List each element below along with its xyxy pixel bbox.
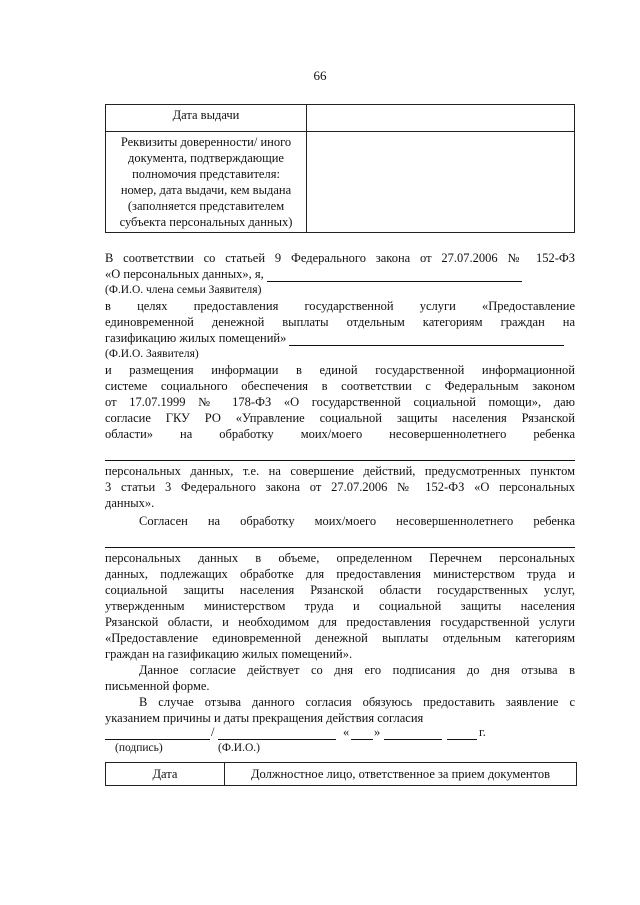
consent-line: системе социального обеспечения в соответствии с Федеральным законом bbox=[105, 379, 575, 393]
day-field[interactable] bbox=[351, 725, 373, 740]
year-suffix: г. bbox=[479, 725, 486, 739]
consent-line: Рязанской области, и необходимом для предоставления государственной услуги bbox=[105, 615, 575, 629]
family-member-name-field[interactable] bbox=[267, 267, 522, 282]
consent-text bbox=[105, 250, 575, 726]
consent-line: и размещения информации в единой государственной информационной bbox=[105, 363, 575, 377]
acceptance-date-label: Дата bbox=[106, 763, 225, 786]
consent-line: социальной защиты населения Рязанской области государственных услуг, bbox=[105, 583, 575, 597]
acceptance-row bbox=[106, 763, 577, 786]
poa-label-line: номер, дата выдачи, кем выдана bbox=[120, 183, 292, 197]
close-quote: » bbox=[374, 725, 381, 739]
family-member-caption: (Ф.И.О. члена семьи Заявителя) bbox=[105, 284, 262, 296]
consent-line: В соответствии со статьей 9 Федерального закона от 27.07.2006 № 152-ФЗ bbox=[105, 251, 575, 265]
month-field[interactable] bbox=[384, 725, 442, 740]
poa-label-line: субъекта персональных данных) bbox=[119, 215, 293, 229]
consent-line: персональных данных, т.е. на совершение действий, предусмотренных пунктом bbox=[105, 464, 575, 478]
consent-line-text: газификацию жилых помещений» bbox=[105, 331, 287, 345]
representative-table bbox=[105, 104, 575, 233]
consent-line: письменной форме. bbox=[105, 679, 210, 693]
full-name-field[interactable] bbox=[218, 725, 336, 740]
power-of-attorney-row bbox=[106, 132, 575, 233]
child-name-field-2[interactable] bbox=[105, 529, 575, 548]
acceptance-officer-label: Должностное лицо, ответственное за прием документов bbox=[225, 763, 577, 786]
poa-label-line: документа, подтверждающие bbox=[128, 151, 284, 165]
consent-line: от 17.07.1999 № 178-ФЗ «О государственной социальной помощи», даю bbox=[105, 395, 575, 409]
consent-line: указанием причины и даты прекращения действия согласия bbox=[105, 711, 424, 725]
consent-line: единовременной денежной выплаты отдельным категориям граждан на bbox=[105, 315, 575, 329]
applicant-name-field[interactable] bbox=[289, 331, 564, 346]
consent-line: согласие ГКУ РО «Управление социальной защиты населения Рязанской bbox=[105, 411, 575, 425]
poa-label-line: Реквизиты доверенности/ иного bbox=[120, 135, 292, 149]
poa-label-line: полномочия представителя: bbox=[132, 167, 280, 181]
slash-separator: / bbox=[211, 725, 215, 739]
consent-line-text: «О персональных данных», я, bbox=[105, 267, 264, 281]
applicant-caption: (Ф.И.О. Заявителя) bbox=[105, 348, 199, 360]
issue-date-row bbox=[106, 105, 575, 132]
issue-date-label: Дата выдачи bbox=[106, 105, 307, 132]
consent-line: Согласен на обработку моих/моего несовершеннолетнего ребенка bbox=[139, 514, 575, 528]
signature-captions bbox=[105, 740, 575, 756]
consent-line-with-blank bbox=[105, 330, 575, 346]
child-name-field[interactable] bbox=[105, 442, 575, 461]
consent-line: Данное согласие действует со дня его подписания до дня отзыва в bbox=[139, 663, 575, 677]
consent-line: данных, подлежащих обработке для предоставления министерством труда и bbox=[105, 567, 575, 581]
signature-caption: (подпись) bbox=[115, 742, 163, 754]
name-caption: (Ф.И.О.) bbox=[218, 742, 260, 754]
consent-line: 3 статьи 3 Федерального закона от 27.07.2006 № 152-ФЗ «О персональных bbox=[105, 480, 575, 494]
power-of-attorney-label bbox=[106, 132, 307, 233]
consent-line: утвержденным министерством труда и социальной защиты населения bbox=[105, 599, 575, 613]
page-number: 66 bbox=[313, 68, 327, 83]
acceptance-table bbox=[105, 762, 577, 786]
issue-date-value[interactable] bbox=[307, 105, 575, 132]
open-quote: « bbox=[343, 725, 350, 739]
consent-line: «Предоставление единовременной денежной выплаты отдельным категориям bbox=[105, 631, 575, 645]
consent-line-with-blank bbox=[105, 266, 575, 282]
power-of-attorney-value[interactable] bbox=[307, 132, 575, 233]
signature-block bbox=[105, 722, 575, 756]
consent-line: данных». bbox=[105, 496, 155, 510]
consent-line: граждан на газификацию жилых помещений». bbox=[105, 647, 353, 661]
poa-label-line: (заполняется представителем bbox=[127, 199, 285, 213]
consent-line: области» на обработку моих/моего несовершеннолетнего ребенка bbox=[105, 427, 575, 441]
consent-line: персональных данных в объеме, определенном Перечнем персональных bbox=[105, 551, 575, 565]
consent-line: В случае отзыва данного согласия обязуюсь предоставить заявление с bbox=[139, 695, 575, 709]
signature-row bbox=[105, 722, 575, 740]
signature-field[interactable] bbox=[105, 725, 210, 740]
consent-line: в целях предоставления государственной услуги «Предоставление bbox=[105, 299, 575, 313]
year-field[interactable] bbox=[447, 725, 477, 740]
